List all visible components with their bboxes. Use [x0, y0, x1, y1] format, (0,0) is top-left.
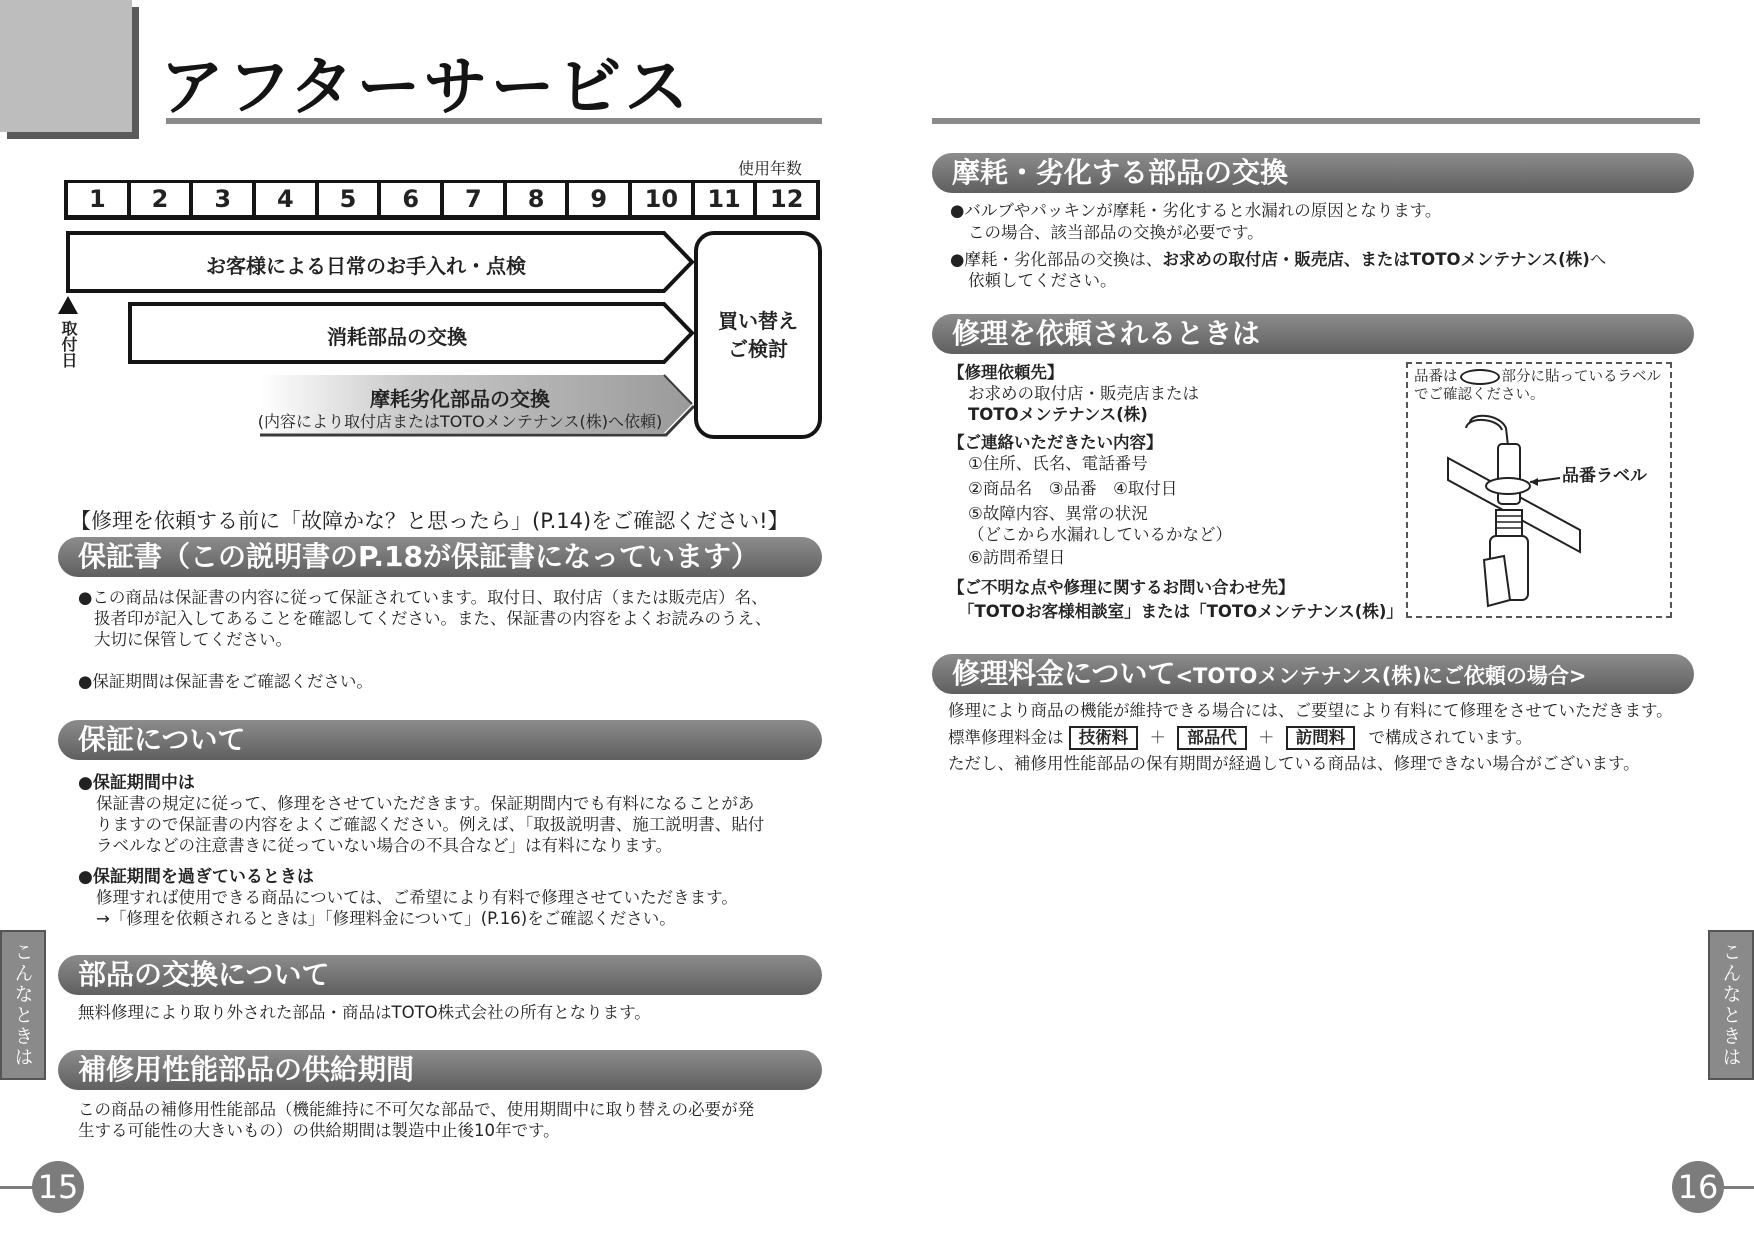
- wear-text-3a: ●摩耗・劣化部品の交換は、: [950, 250, 1163, 269]
- contact-label: 【ご連絡いただきたい内容】: [948, 433, 1163, 452]
- page-title: アフターサービス: [160, 51, 692, 125]
- year-cell: 5: [319, 183, 378, 215]
- contact-item-4: ⑥訪問希望日: [968, 548, 1066, 567]
- parts-exchange-text: 無料修理により取り外された部品・商品はTOTO株式会社の所有となります。: [78, 1003, 651, 1022]
- warranty-sub2-text-2: →「修理を依頼されるときは」「修理料金について」(P.16)をご確認ください。: [96, 909, 676, 928]
- label-caption: 品番ラベル: [1562, 466, 1647, 486]
- label-note-line1: [1414, 368, 1661, 386]
- install-date-label: 取付日: [59, 320, 78, 368]
- inquiry-label: 【ご不明な点や修理に関するお問い合わせ先】: [948, 578, 1295, 597]
- install-triangle-icon: [58, 296, 78, 314]
- pre-repair-note: 【修理を依頼する前に「故障かな？と思ったら」(P.14)をご確認ください!】: [70, 509, 789, 533]
- year-cell: 2: [131, 183, 190, 215]
- wear-text-4: 依頼してください。: [968, 271, 1117, 290]
- warranty-sub1-text-3: ラベルなどの注意書きに従っていない場合の不具合など」は有料になります。: [96, 836, 673, 855]
- replace-line1: 買い替え: [718, 309, 798, 333]
- warranty-heading: 保証について: [58, 720, 822, 760]
- wear-text-1: ●バルブやパッキンが摩耗・劣化すると水漏れの原因となります。: [950, 201, 1442, 220]
- fee-box-tech: 技術料: [1069, 726, 1139, 750]
- repair-request-heading: 修理を依頼されるときは: [932, 314, 1694, 354]
- replace-box: [694, 231, 822, 439]
- label-ellipse-icon: [1460, 369, 1500, 385]
- fee-heading-main: 修理料金について: [952, 657, 1176, 690]
- wear-text-3: [950, 249, 1606, 270]
- warranty-sub1: ●保証期間中は: [78, 773, 195, 793]
- label-note-a: 品番は: [1414, 369, 1458, 385]
- contact-item-2: ②商品名 ③品番 ④取付日: [968, 479, 1178, 498]
- replace-line2: ご検討: [728, 337, 788, 361]
- years-bar: [64, 180, 820, 220]
- year-cell: 10: [632, 183, 691, 215]
- fee-text-2a: 標準修理料金は: [948, 728, 1064, 747]
- warranty-doc-text-2: 扱者印が記入してあることを確認してください。また、保証書の内容をよくお読みのうえ、: [94, 609, 772, 628]
- warranty-sub2: ●保証期間を過ぎているときは: [78, 867, 314, 887]
- warranty-sub1-text-2: りますので保証書の内容をよくご確認ください。例えば、「取扱説明書、施工説明書、貼付: [96, 815, 765, 834]
- supply-period-text-1: この商品の補修用性能部品（機能維持に不可欠な部品で、使用期間中に取り替えの必要が発: [78, 1100, 755, 1119]
- warranty-doc-heading: 保証書（この説明書のP.18が保証書になっています）: [58, 537, 822, 577]
- consumables-label: 消耗部品の交換: [327, 325, 467, 349]
- years-label: 使用年数: [738, 159, 803, 178]
- inquiry-text: 「TOTOお客様相談室」または「TOTOメンテナンス(株)」: [958, 602, 1403, 621]
- wear-heading: 摩耗・劣化する部品の交換: [932, 153, 1694, 193]
- fee-text-2b: で構成されています。: [1368, 728, 1533, 747]
- wear-parts-sublabel: (内容により取付店またはTOTOメンテナンス(株)へ依頼): [257, 412, 663, 431]
- right-top-rule: [932, 118, 1700, 124]
- fee-text-2: [948, 726, 1532, 750]
- page-number-line-right: [1720, 1186, 1754, 1189]
- warranty-sub1-text-1: 保証書の規定に従って、修理をさせていただきます。保証期間内でも有料になることがあ: [96, 794, 755, 813]
- year-cell: 3: [193, 183, 252, 215]
- page-number-left: 15: [32, 1161, 84, 1213]
- warranty-doc-text-1: ●この商品は保証書の内容に従って保証されています。取付日、取付店（または販売店）名、: [78, 588, 768, 607]
- label-note-b: 部分に貼っているラベル: [1501, 369, 1661, 385]
- fee-box-parts: 部品代: [1177, 726, 1247, 750]
- contact-item-3-sub: （どこから水漏れしているかなど）: [968, 525, 1232, 544]
- repair-dest-label: 【修理依頼先】: [948, 363, 1064, 382]
- year-cell: 12: [757, 183, 816, 215]
- warranty-sub2-text-1: 修理すれば使用できる商品については、ご希望により有料で修理させていただきます。: [96, 888, 738, 907]
- year-cell: 1: [68, 183, 127, 215]
- title-rule: [166, 118, 822, 124]
- supply-period-text-2: 生する可能性の大きいもの）の供給期間は製造中止後10年です。: [78, 1121, 560, 1140]
- year-cell: 7: [444, 183, 503, 215]
- fee-text-1: 修理により商品の機能が維持できる場合には、ご要望により有料にて修理をさせていただきます。: [948, 701, 1673, 720]
- fee-plus-2: ＋: [1258, 728, 1275, 747]
- fee-plus-1: ＋: [1149, 728, 1166, 747]
- warranty-doc-text-3: 大切に保管してください。: [94, 630, 292, 649]
- year-cell: 9: [569, 183, 628, 215]
- wear-parts-label: 摩耗劣化部品の交換: [370, 387, 550, 411]
- title-decoration: [0, 0, 132, 132]
- fee-box-visit: 訪問料: [1286, 726, 1356, 750]
- page-number-right: 16: [1672, 1161, 1724, 1213]
- wear-text-3b: お求めの取付店・販売店、またはTOTOメンテナンス(株): [1162, 250, 1590, 269]
- year-cell: 8: [507, 183, 566, 215]
- fee-heading: [932, 654, 1694, 694]
- fee-heading-small: <TOTOメンテナンス(株)にご依頼の場合>: [1175, 664, 1587, 688]
- warranty-period-text: ●保証期間は保証書をご確認ください。: [78, 672, 373, 691]
- repair-dest-text-2: TOTOメンテナンス(株): [968, 405, 1148, 424]
- repair-dest-text-1: お求めの取付店・販売店または: [968, 384, 1199, 403]
- contact-item-3: ⑤故障内容、異常の状況: [968, 504, 1148, 523]
- wear-text-2: この場合、該当部品の交換が必要です。: [968, 223, 1264, 242]
- parts-exchange-heading: 部品の交換について: [58, 955, 822, 995]
- year-cell: 11: [695, 183, 754, 215]
- fee-text-3: ただし、補修用性能部品の保有期間が経過している商品は、修理できない場合がございます。: [948, 754, 1640, 773]
- label-note-line2: でご確認ください。: [1414, 387, 1545, 403]
- year-cell: 6: [381, 183, 440, 215]
- contact-item-1: ①住所、氏名、電話番号: [968, 454, 1148, 473]
- daily-care-label: お客様による日常のお手入れ・点検: [206, 254, 526, 278]
- side-tab-right[interactable]: こんなときは: [1708, 930, 1754, 1080]
- side-tab-left[interactable]: こんなときは: [0, 930, 46, 1080]
- wear-text-3c: へ: [1589, 250, 1607, 269]
- supply-period-heading: 補修用性能部品の供給期間: [58, 1050, 822, 1090]
- year-cell: 4: [256, 183, 315, 215]
- faucet-illustration-icon: [1440, 410, 1590, 610]
